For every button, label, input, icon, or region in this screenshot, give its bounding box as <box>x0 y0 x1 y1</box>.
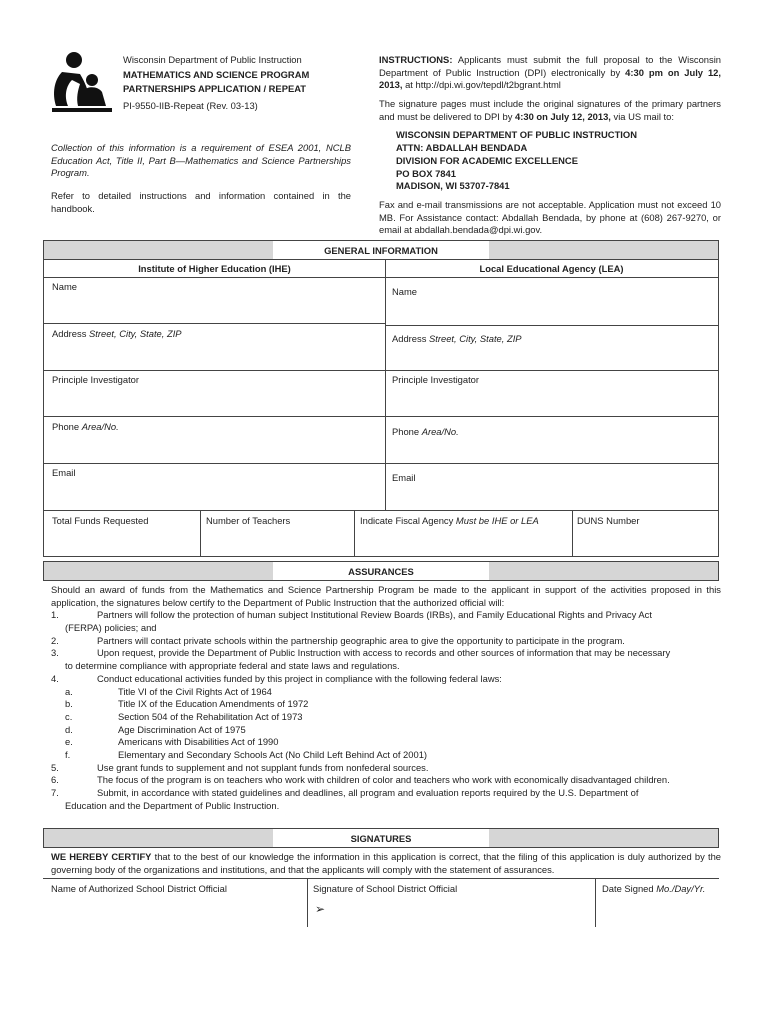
law-item: a. Title VI of the Civil Rights Act of 1964 <box>65 685 272 697</box>
mailing-address <box>396 129 721 192</box>
ihe-pi-label: Principle Investigator <box>52 374 140 385</box>
general-info-header <box>43 240 719 260</box>
section-title: SIGNATURES <box>350 833 412 844</box>
assurances-intro: Should an award of funds from the Mathematics and Science Partnership Program be made to the applicant in support of the activities proposed in this application, the signatures below certify to the Department of Public Instruction that the authorized official will: <box>51 584 721 608</box>
list-item: 4. Conduct educational activities funded by this project in compliance with the following federal laws: <box>51 672 502 684</box>
lea-pi-field[interactable] <box>386 384 720 416</box>
instructions-text: Applicants must submit the full proposal to the Wisconsin Department of Public Instruction (DPI) electronically by <box>379 54 721 78</box>
section-title: GENERAL INFORMATION <box>324 245 438 256</box>
program-title-line2: PARTNERSHIPS APPLICATION / REPEAT <box>123 83 306 95</box>
certify-text <box>51 851 721 876</box>
certify-body: that to the best of our knowledge the information in this application is correct, that the filing of this application is duly authorized by the governing body of the organizations and institutions, and that the applicants will comply with the statement of assurances. <box>51 851 722 875</box>
lea-phone-label: Phone Area/No. <box>392 426 459 437</box>
official-name-label: Name of Authorized School District Official <box>51 883 227 894</box>
address-line: PO BOX 7841 <box>396 167 456 179</box>
fiscal-agency-field[interactable] <box>355 526 571 557</box>
lea-name-label: Name <box>392 286 418 297</box>
signature-label: Signature of School District Official <box>313 883 458 894</box>
total-funds-field[interactable] <box>44 526 199 557</box>
address-line: WISCONSIN DEPARTMENT OF PUBLIC INSTRUCTION <box>396 129 637 141</box>
lea-phone-field[interactable] <box>386 436 720 463</box>
ihe-address-label: Address Street, City, State, ZIP <box>52 328 182 339</box>
duns-label: DUNS Number <box>577 515 640 526</box>
lea-pi-label: Principle Investigator <box>392 374 480 385</box>
address-line: ATTN: ABDALLAH BENDADA <box>396 142 528 154</box>
date-signed-field[interactable] <box>596 895 719 927</box>
arrow-bullet-icon: ➢ <box>315 902 326 916</box>
ihe-header: Institute of Higher Education (IHE) <box>138 263 291 274</box>
list-item-cont: (FERPA) policies; and <box>65 622 157 634</box>
ihe-phone-field[interactable] <box>44 431 384 463</box>
lea-header: Local Educational Agency (LEA) <box>479 263 624 274</box>
total-funds-label: Total Funds Requested <box>52 515 149 526</box>
program-title-line1: MATHEMATICS AND SCIENCE PROGRAM <box>123 68 310 80</box>
list-item: 6. The focus of the program is on teachers who work with children of color and teachers who work with economically disadvantaged children. <box>51 774 670 786</box>
law-item: c. Section 504 of the Rehabilitation Act of 1973 <box>65 710 303 722</box>
ihe-pi-field[interactable] <box>44 384 384 416</box>
contact-note: Fax and e-mail transmissions are not acceptable. Application must not exceed 10 MB. For Assistance contact: Abdallah Bendada, by phone at (608) 267-9270, or email at abdallah.bendada@dpi.wi.gov. <box>379 198 721 236</box>
certify-bold: WE HEREBY CERTIFY <box>51 851 152 862</box>
list-item: 3. Upon request, provide the Department of Public Instruction with access to records and other sources of information that may be necessary <box>51 647 671 659</box>
address-line: MADISON, WI 53707-7841 <box>396 180 510 192</box>
general-info-table <box>43 260 719 557</box>
signature-table <box>43 878 719 926</box>
refer-note: Refer to detailed instructions and information contained in the handbook. <box>51 190 351 214</box>
signature-instructions-end: via US mail to: <box>610 110 674 122</box>
ihe-phone-label: Phone Area/No. <box>52 421 119 432</box>
instructions <box>379 54 721 243</box>
fiscal-agency-label: Indicate Fiscal Agency Must be IHE or LEA <box>360 515 539 526</box>
ihe-name-field[interactable] <box>44 290 384 323</box>
date-signed-label: Date Signed Mo./Day/Yr. <box>602 883 706 894</box>
lea-name-field[interactable] <box>386 296 720 325</box>
deadline: 4:30 pm on July 12, 2013, <box>379 66 721 91</box>
ihe-address-field[interactable] <box>44 338 384 370</box>
law-item: b. Title IX of the Education Amendments of 1972 <box>65 698 309 710</box>
list-item: 2. Partners will contact private schools within the partnership geographic area to give the opportunity to participate in the program. <box>51 634 625 646</box>
instructions-label: INSTRUCTIONS: <box>379 54 453 65</box>
num-teachers-label: Number of Teachers <box>206 515 291 526</box>
num-teachers-field[interactable] <box>201 526 353 557</box>
signature-instructions: The signature pages must include the original signatures of the primary partners and must be delivered to DPI by <box>379 98 721 122</box>
collection-note: Collection of this information is a requirement of ESEA 2001, NCLB Education Act, Title II, Part B—Mathematics and Science Partnerships Program. <box>51 142 351 179</box>
official-name-field[interactable] <box>43 895 306 927</box>
list-item-cont: Education and the Department of Public Instruction. <box>65 799 280 811</box>
duns-field[interactable] <box>573 526 719 557</box>
signature-deadline: 4:30 on July 12, 2013, <box>515 110 611 122</box>
list-item-cont: to determine compliance with appropriate federal and state laws and regulations. <box>65 660 400 672</box>
section-title: ASSURANCES <box>348 566 414 577</box>
lea-address-label: Address Street, City, State, ZIP <box>392 333 522 344</box>
ihe-name-label: Name <box>52 281 78 292</box>
list-item: 1. Partners will follow the protection of human subject Institutional Review Boards (IRBs), and Family Educational Rights and Privacy Act <box>51 609 652 621</box>
list-item: 5. Use grant funds to supplement and not supplant funds from nonfederal sources. <box>51 761 429 773</box>
signature-field[interactable] <box>333 895 593 927</box>
lea-email-label: Email <box>392 472 416 483</box>
ihe-email-label: Email <box>52 467 76 478</box>
law-item: f. Elementary and Secondary Schools Act (No Child Left Behind Act of 2001) <box>65 748 428 760</box>
assurances-header <box>43 561 719 581</box>
lea-email-field[interactable] <box>386 482 720 510</box>
dpi-logo-icon <box>50 50 116 116</box>
lea-address-field[interactable] <box>386 343 720 370</box>
assurances-text <box>51 584 721 812</box>
submission-url[interactable]: at http://dpi.wi.gov/tepdl/t2bgrant.html <box>402 79 561 91</box>
agency-name: Wisconsin Department of Public Instruction <box>123 54 302 65</box>
signatures-header <box>43 828 719 848</box>
agency-block <box>123 54 359 115</box>
form-number: PI-9550-IIB-Repeat (Rev. 03-13) <box>123 100 258 112</box>
law-item: d. Age Discrimination Act of 1975 <box>65 723 246 735</box>
law-item: e. Americans with Disabilities Act of 1990 <box>65 736 279 748</box>
address-line: DIVISION FOR ACADEMIC EXCELLENCE <box>396 154 578 166</box>
ihe-email-field[interactable] <box>44 477 384 510</box>
list-item: 7. Submit, in accordance with stated guidelines and deadlines, all program and evaluation reports required by the U.S. Department of <box>51 787 639 798</box>
